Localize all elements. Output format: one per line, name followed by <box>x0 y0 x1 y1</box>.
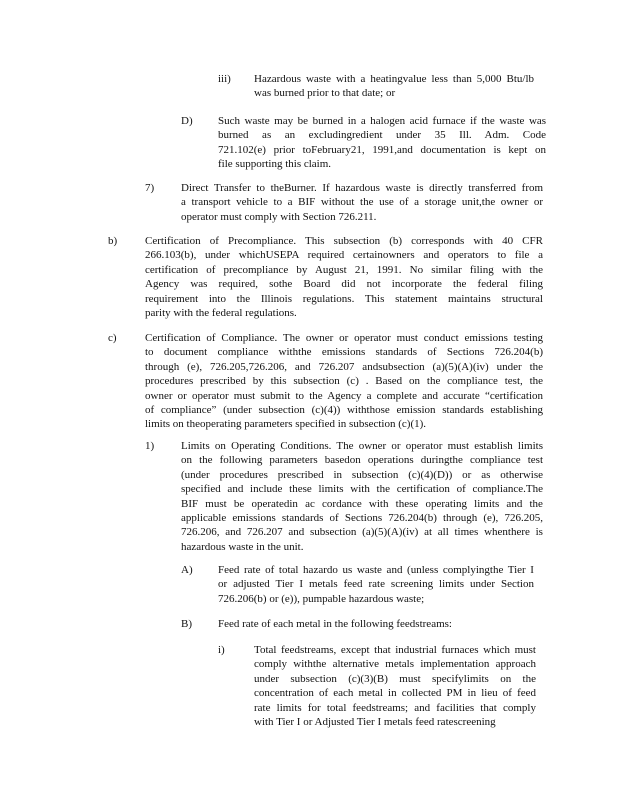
text-line: Certification of Compliance. The owner or operator must conduct emissions testing <box>145 332 543 344</box>
item-text <box>181 181 543 224</box>
item-text <box>254 72 534 101</box>
text-line: concentration of each metal in collected PM in lieu of feed <box>254 687 536 700</box>
text-line: Limits on Operating Conditions. The owner or operator must establish limits <box>181 440 543 452</box>
item-text <box>254 643 536 729</box>
text-line: owner or operator must submit to the Agency a complete and accurate “certification <box>145 389 544 402</box>
item-text <box>218 617 534 631</box>
text-line: rate limits for total feedstreams; and facilities that comply <box>254 701 536 714</box>
text-line: 721.102(e) prior toFebruary21, 1991,and documentation is kept on <box>218 143 546 156</box>
item-text <box>218 563 534 606</box>
text-line: burned as an excludingredient under 35 Ill. Adm. Code <box>218 129 547 142</box>
item-label: A) <box>181 564 193 576</box>
text-line: 726.206(b) or (e)), pumpable hazardous waste; <box>218 592 425 605</box>
item-label: B) <box>181 618 192 630</box>
text-line: Agency was required, sothe Board did not incorporate the federal filing <box>145 278 544 291</box>
item-label: 7) <box>145 182 155 194</box>
item-text <box>181 439 543 554</box>
text-line: (under procedures prescribed in subsection (c)(4)(D)) or as otherwise <box>181 468 544 481</box>
text-line: Feed rate of total hazardo us waste and (unless complyingthe Tier I <box>218 564 534 576</box>
text-line: 266.103(b), under whichUSEPA required certainowners and operators to file a <box>145 249 544 262</box>
text-line: a transport vehicle to a BIF without the use of a storage unit,the owner or <box>181 196 544 209</box>
item-label: b) <box>108 235 118 247</box>
text-line: operator must comply with Section 726.211. <box>181 210 377 223</box>
text-line: Such waste may be burned in a halogen acid furnace if the waste was <box>218 115 547 127</box>
text-line: with Tier I or Adjusted Tier I metals feed ratescreening <box>254 716 496 729</box>
text-line: of compliance” (under subsection (c)(4)) withthose emission standards establishing <box>145 404 544 417</box>
text-line: Certification of Precompliance. This subsection (b) corresponds with 40 CFR <box>145 235 543 247</box>
text-line: through (e), 726.205,726.206, and 726.207 andsubsection (a)(5)(A)(iv) under the <box>145 360 544 373</box>
text-line: Direct Transfer to theBurner. If hazardous waste is directly transferred from <box>181 182 544 194</box>
text-line: was burned prior to that date; or <box>254 87 396 100</box>
text-line: limits on theoperating parameters specified in subsection (c)(1). <box>145 418 427 431</box>
text-line: Feed rate of each metal in the following feedstreams: <box>218 618 452 630</box>
item-label: c) <box>108 332 117 344</box>
text-line: specified and include these limits with the certification of compliance.The <box>181 483 544 496</box>
item-label: D) <box>181 115 193 127</box>
text-line: file supporting this claim. <box>218 158 332 171</box>
text-line: Total feedstreams, except that industrial furnaces which must <box>254 644 536 656</box>
text-line: certification of precompliance by August 21, 1991. No similar filing with the <box>145 263 543 276</box>
text-line: to document compliance withthe emissions standards of Sections 726.204(b) <box>145 346 543 359</box>
item-label: i) <box>218 644 225 656</box>
text-line: under subsection (c)(3)(B) must specifylimits on the <box>254 672 536 685</box>
text-line: BIF must be operatedin ac cordance with these operating limits and the <box>181 497 543 510</box>
text-line: Hazardous waste with a heatingvalue less than 5,000 Btu/lb <box>254 73 535 85</box>
item-label: iii) <box>218 73 231 85</box>
text-line: hazardous waste in the unit. <box>181 540 304 553</box>
text-line: applicable emissions standards of Sections 726.204(b) through (e), 726.205, <box>181 512 543 525</box>
text-line: 726.206, and 726.207 and subsection (a)(5)(A)(iv) at all times whenthere is <box>181 526 543 539</box>
item-text <box>145 234 543 320</box>
text-line: requirement into the Illinois regulations. This statement maintains structural <box>145 292 543 305</box>
text-line: on the following parameters basedon operations duringthe compliance test <box>181 454 544 467</box>
item-text <box>218 114 546 172</box>
item-label: 1) <box>145 440 155 452</box>
text-line: or adjusted Tier I metals feed rate screening limits under Section <box>218 578 534 591</box>
item-text <box>145 331 543 432</box>
text-line: procedures prescribed by this subsection (c) . Based on the compliance test, the <box>145 375 544 388</box>
text-line: parity with the federal regulations. <box>145 307 297 320</box>
text-line: comply withthe alternative metals implementation approach <box>254 658 536 671</box>
